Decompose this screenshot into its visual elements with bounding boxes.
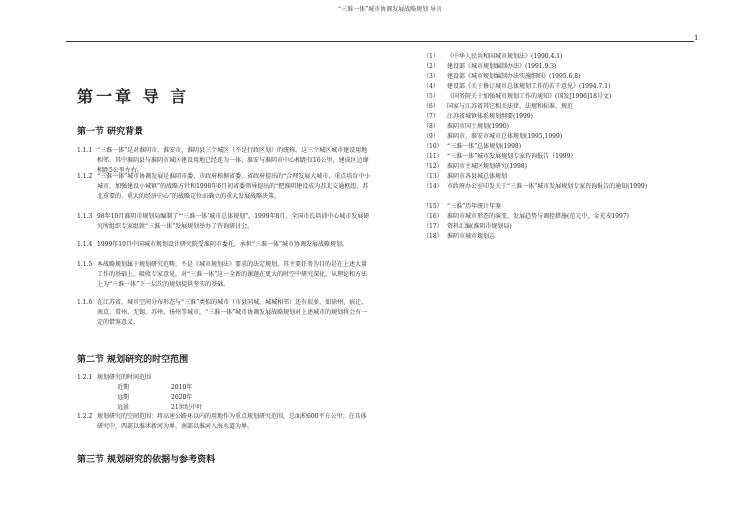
reference-number: （2） xyxy=(423,63,439,70)
paragraph-number: 1.1.2 xyxy=(77,173,93,180)
reference-text: “三淮一体”城市发展规划专家咨询报告（1999） xyxy=(447,153,577,160)
reference-number: （4） xyxy=(423,83,439,90)
reference-number: （5） xyxy=(423,93,439,100)
reference-number: （1） xyxy=(423,53,439,60)
paragraph-number: 1.1.3 xyxy=(77,213,93,220)
reference-number: （10） xyxy=(423,143,443,150)
reference-number: （12） xyxy=(423,163,443,170)
paragraph-number: 1.2.1 xyxy=(77,374,93,381)
time-scope-title: 规划研究的时间范围 xyxy=(97,374,152,381)
reference-text: 国家与江苏省其它相关法律、法规和标准、规范 xyxy=(447,103,574,110)
paragraph-text: “三淮一体”是对淮阴市、淮安市、淮阴县三个城区（不是行政区划）的统称。这三个城区城市建设用地相邻，其中淮阴县与淮阴市城区建设用地已经连为一体；淮安与淮阴市中心相距仅16公里，建成区边缘相距5公里左右。 xyxy=(97,147,369,174)
reference-number: （13） xyxy=(423,173,443,180)
reference-text: 《中华人民共和国城市规划法》(1990.4.1) xyxy=(447,53,563,60)
time-scope-value: 2020年 xyxy=(171,394,193,401)
section-title-scope: 第二节 规划研究的时空范围 xyxy=(77,355,189,365)
reference-number: （9） xyxy=(423,133,439,140)
reference-text: 建设部《关于修订城市总体规划工作的若干意见》(1994.7.1) xyxy=(447,83,611,90)
paragraph xyxy=(77,298,372,338)
paragraph xyxy=(77,260,372,300)
reference-text: 江苏省城镇体系规划纲要(1999) xyxy=(447,113,533,120)
reference-text: 资料汇编(淮阴市规划局) xyxy=(447,223,512,230)
running-header: “三淮一体”城市协调发展战略规划 导言 xyxy=(338,6,443,13)
reference-text: 淮阴市城市规划志 xyxy=(447,233,496,240)
paragraph xyxy=(77,240,372,260)
paragraph xyxy=(77,212,372,242)
reference-text: 淮阴市、淮安市城市总体规划(1995,1999) xyxy=(447,133,563,140)
paragraph-text: “三淮一体”城市协调发展是淮阴市委、市政府根据省委、省政府提出的“合理发展大城市，重点培育中小城市，加强建设小城镇”的战略方针和1998年6月初省委领导提出的“把淮阴建设成为苏北交通枢纽、苏北重要的、重大的经济中心”的战略定位而确立的重大发展战略决策。 xyxy=(97,173,371,200)
paragraph-number: 1.1.5 xyxy=(77,261,93,268)
paragraph-text: 规划研究的空间范围：将高速公路环以内的用地作为重点规划研究范围，总面积600平方公里；在具体研究中，西部以淮沭新河为界，南部以淮河入海水道为界。 xyxy=(97,413,367,430)
reference-number: （7） xyxy=(423,113,439,120)
paragraph-text: 1999年10月中国城市规划设计研究院受淮阴市委托，承担“三淮一体”城市协调发展战略规划。 xyxy=(97,241,349,248)
reference-text: 淮阴市城市形态的演变、发展趋势与调控措施(范元中、金光戎1997) xyxy=(447,213,629,220)
chapter-title: 第一章 导 言 xyxy=(77,87,190,106)
reference-number: （11） xyxy=(423,153,443,160)
reference-number: （3） xyxy=(423,73,439,80)
paragraph-number: 1.1.4 xyxy=(77,241,93,248)
paragraph-number: 1.1.6 xyxy=(77,299,93,306)
reference-number: （17） xyxy=(423,223,443,230)
time-scope-label: 远景 xyxy=(117,404,130,411)
time-scope-label: 近期 xyxy=(117,384,130,391)
paragraph-text: 本战略规划属于规划研究范畴，不是《城市规划法》要求的法定规划，其主要任务为目的是在上述大量工作的基础上，吸收专家意见，对“三淮一体”这一全新的课题在更大的时空中研究深化，从理论和方法上为“三淮一体”下一层次的规划提供坚实的基础。 xyxy=(97,261,368,288)
reference-text: 《国务院关于加强城市规划工作的通知》(国发[1996]18号文) xyxy=(447,93,612,100)
paragraph-number: 1.1.1 xyxy=(77,147,93,154)
time-scope-label: 远期 xyxy=(117,394,130,401)
header-rule xyxy=(66,41,694,42)
time-scope-value: 21世纪中叶 xyxy=(171,404,203,411)
reference-text: 淮阴市国土规划(1990) xyxy=(447,123,509,130)
reference-text: “三淮一体”总体规划(1998) xyxy=(447,143,522,150)
reference-number: （16） xyxy=(423,213,443,220)
time-scope-value: 2010年 xyxy=(171,384,193,391)
reference-text: 淮阴市主城区规划研究(1998) xyxy=(447,163,527,170)
reference-number: （14） xyxy=(423,183,443,190)
section-title-basis: 第三节 规划研究的依据与参考资料 xyxy=(77,455,216,465)
reference-text: 淮阴市各县城总体规划 xyxy=(447,173,508,180)
paragraph xyxy=(77,412,372,432)
reference-number: （18） xyxy=(423,233,443,240)
paragraph-text: 在江苏省，城市空间分布形态与“三淮”类似的城市（市县同城、城城相邻）还有很多，如徐州、宿迁、南京、常州、无锡、苏州、扬州等城市，“三淮一体”城市协调发展战略规划对上述城市的规划将会有一定的借鉴意义。 xyxy=(97,299,368,326)
paragraph-text: 98年10月淮阴市规划局编制了“‘三淮一体’城市总体规划”，1999年8月，全国市长培训中心城市发展研究所组织专家组就“三淮一体”发展规划举办了咨询研讨会。 xyxy=(97,213,370,230)
paragraph-number: 1.2.2 xyxy=(77,413,93,420)
reference-text: “三淮”历年统计年鉴 xyxy=(447,203,502,210)
reference-text: 建设部《城市规划编制办法实施细则》(1995.6.8) xyxy=(447,73,581,80)
reference-number: （6） xyxy=(423,103,439,110)
reference-text: 市政府办公室印发关于“三淮一体”城市发展规划专家咨询报告的通知(1999) xyxy=(447,183,648,190)
reference-text: 建设部《城市规划编制办法》(1991.9.3) xyxy=(447,63,557,70)
reference-number: （8） xyxy=(423,123,439,130)
reference-number: （15） xyxy=(423,203,443,210)
page-number: 1 xyxy=(694,34,699,42)
section-title-background: 第一节 研究背景 xyxy=(77,127,144,137)
